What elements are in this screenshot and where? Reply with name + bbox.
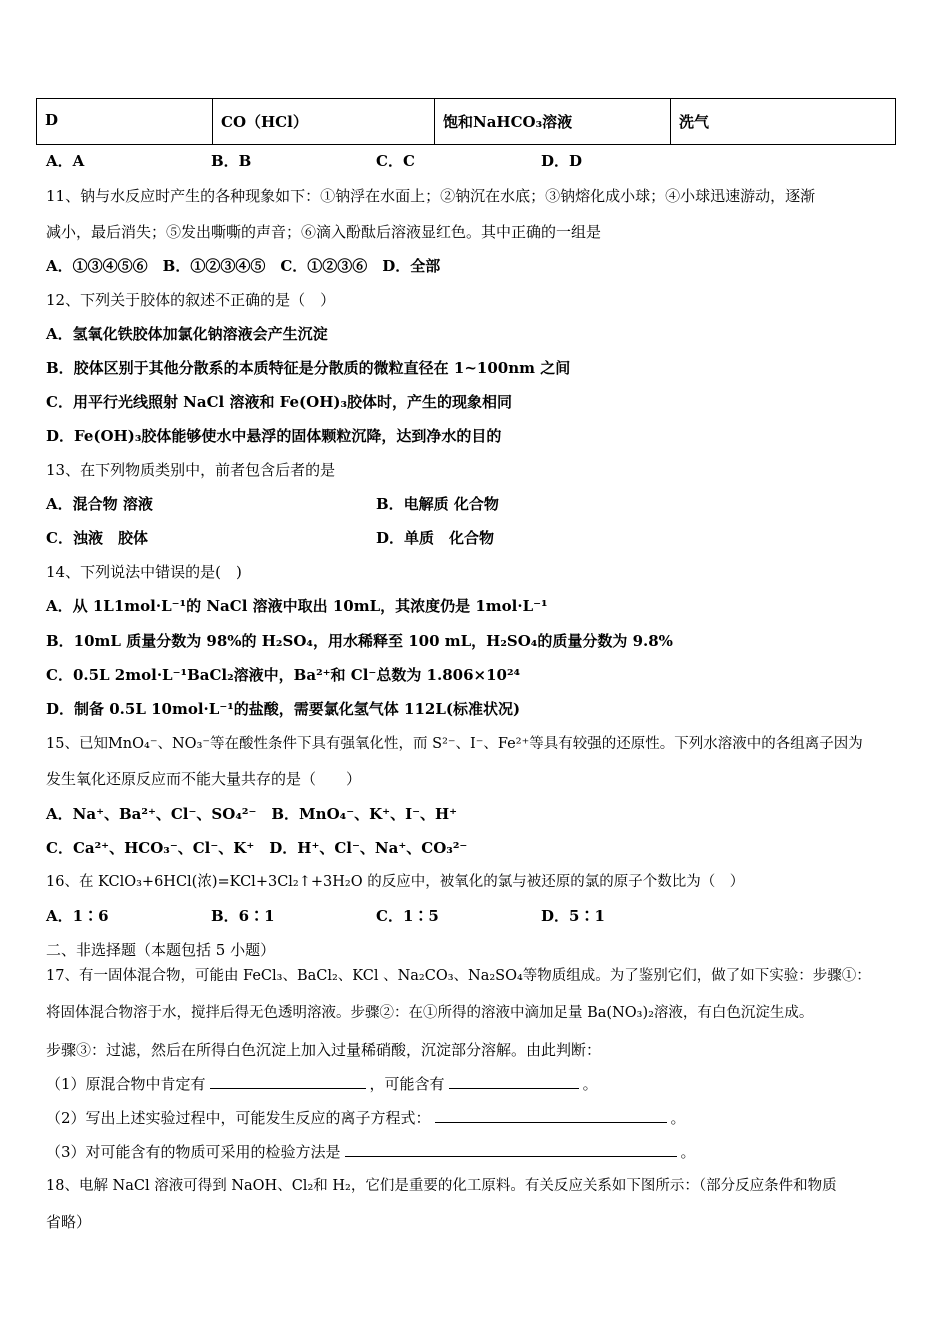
q12-stem: 12、下列关于胶体的叙述不正确的是（ ）	[46, 291, 336, 309]
option-b: B．B	[211, 152, 252, 170]
option-d: D．5∶1	[541, 907, 605, 925]
table-cell: 饱和NaHCO₃溶液	[435, 99, 671, 145]
q13-options-cd	[46, 528, 706, 548]
q14-option-b: B．10mL 质量分数为 98%的 H₂SO₄，用水稀释至 100 mL，H₂SO₄的质量分数为 9.8%	[46, 632, 673, 650]
q17-part-2	[46, 1108, 686, 1128]
q17-stem-2: 将固体混合物溶于水，搅拌后得无色透明溶液。步骤②：在①所得的溶液中滴加足量 Ba(NO₃)₂溶液，有白色沉淀生成。	[46, 1005, 814, 1021]
q17-part-1-text-a: （1）原混合物中肯定有	[46, 1075, 206, 1093]
option-c: C．C	[376, 152, 415, 170]
q15-options-ab: A．Na⁺、Ba²⁺、Cl⁻、SO₄²⁻ B．MnO₄⁻、K⁺、I⁻、H⁺	[46, 805, 458, 823]
q18-stem-2: 省略）	[46, 1213, 92, 1231]
section-heading: 二、非选择题（本题包括 5 小题）	[46, 941, 276, 959]
answer-blank[interactable]	[210, 1074, 366, 1089]
table-row	[37, 99, 896, 145]
q13-stem: 13、在下列物质类别中，前者包含后者的是	[46, 461, 336, 479]
option-table	[36, 98, 896, 145]
q17-part-3-end: 。	[680, 1143, 696, 1161]
q13-options-ab	[46, 494, 706, 514]
answer-blank[interactable]	[345, 1142, 677, 1157]
option-d: D．单质 化合物	[376, 529, 495, 547]
option-a: A．A	[46, 152, 85, 170]
q11-stem-2: 减小，最后消失；⑤发出嘶嘶的声音；⑥滴入酚酞后溶液显红色。其中正确的一组是	[46, 223, 602, 241]
q16-options	[46, 906, 706, 926]
q12-option-d: D．Fe(OH)₃胶体能够使水中悬浮的固体颗粒沉降，达到净水的目的	[46, 427, 502, 445]
q14-option-c: C．0.5L 2mol·L⁻¹BaCl₂溶液中，Ba²⁺和 Cl⁻总数为 1.806×10²⁴	[46, 666, 521, 684]
q18-stem-1: 18、电解 NaCl 溶液可得到 NaOH、Cl₂和 H₂，它们是重要的化工原料。有关反应关系如下图所示：（部分反应条件和物质	[46, 1178, 837, 1194]
q12-option-a: A．氢氧化铁胶体加氯化钠溶液会产生沉淀	[46, 325, 328, 343]
q11-options: A．①③④⑤⑥ B．①②③④⑤ C．①②③⑥ D．全部	[46, 257, 441, 275]
q17-part-1	[46, 1074, 598, 1094]
option-b: B．电解质 化合物	[376, 495, 499, 513]
q17-part-3-text: （3）对可能含有的物质可采用的检验方法是	[46, 1143, 341, 1161]
option-c: C．浊液 胶体	[46, 529, 148, 547]
table-cell: CO（HCl）	[213, 99, 435, 145]
answer-blank[interactable]	[435, 1108, 667, 1123]
q17-part-2-end: 。	[670, 1109, 686, 1127]
option-d: D．D	[541, 152, 583, 170]
q17-part-1-text-c: 。	[582, 1075, 598, 1093]
option-a: A．1∶6	[46, 907, 109, 925]
option-c: C．1∶5	[376, 907, 439, 925]
q10-options	[46, 151, 706, 171]
q12-option-b: B．胶体区别于其他分散系的本质特征是分散质的微粒直径在 1~100nm 之间	[46, 359, 571, 377]
q17-stem-3: 步骤③：过滤，然后在所得白色沉淀上加入过量稀硝酸，沉淀部分溶解。由此判断：	[46, 1041, 602, 1059]
q15-stem-2: 发生氧化还原反应而不能大量共存的是（ ）	[46, 770, 362, 788]
q16-stem: 16、在 KClO₃+6HCl(浓)=KCl+3Cl₂↑+3H₂O 的反应中，被氧化的氯与被还原的氯的原子个数比为（ ）	[46, 874, 745, 890]
q17-stem-1: 17、有一固体混合物，可能由 FeCl₃、BaCl₂、KCl 、Na₂CO₃、Na₂SO₄等物质组成。为了鉴别它们，做了如下实验：步骤①：	[46, 968, 871, 984]
table-cell: 洗气	[671, 99, 896, 145]
option-a: A．混合物 溶液	[46, 495, 153, 513]
q17-part-1-text-b: ，可能含有	[369, 1075, 445, 1093]
answer-blank[interactable]	[449, 1074, 579, 1089]
table-cell: D	[37, 99, 213, 145]
option-b: B．6∶1	[211, 907, 275, 925]
q17-part-3	[46, 1142, 696, 1162]
q11-stem-1: 11、钠与水反应时产生的各种现象如下：①钠浮在水面上；②钠沉在水底；③钠熔化成小球；④小球迅速游动，逐渐	[46, 187, 816, 205]
q17-part-2-text: （2）写出上述实验过程中，可能发生反应的离子方程式：	[46, 1109, 431, 1127]
q15-options-cd: C．Ca²⁺、HCO₃⁻、Cl⁻、K⁺ D．H⁺、Cl⁻、Na⁺、CO₃²⁻	[46, 839, 468, 857]
q12-option-c: C．用平行光线照射 NaCl 溶液和 Fe(OH)₃胶体时，产生的现象相同	[46, 393, 513, 411]
q15-stem-1: 15、已知MnO₄⁻、NO₃⁻等在酸性条件下具有强氧化性，而 S²⁻、I⁻、Fe²⁺等具有较强的还原性。下列水溶液中的各组离子因为	[46, 736, 863, 752]
q14-option-a: A．从 1L1mol·L⁻¹的 NaCl 溶液中取出 10mL，其浓度仍是 1mol·L⁻¹	[46, 597, 548, 615]
q14-stem: 14、下列说法中错误的是( )	[46, 563, 242, 581]
q14-option-d: D．制备 0.5L 10mol·L⁻¹的盐酸，需要氯化氢气体 112L(标准状况)	[46, 700, 521, 718]
